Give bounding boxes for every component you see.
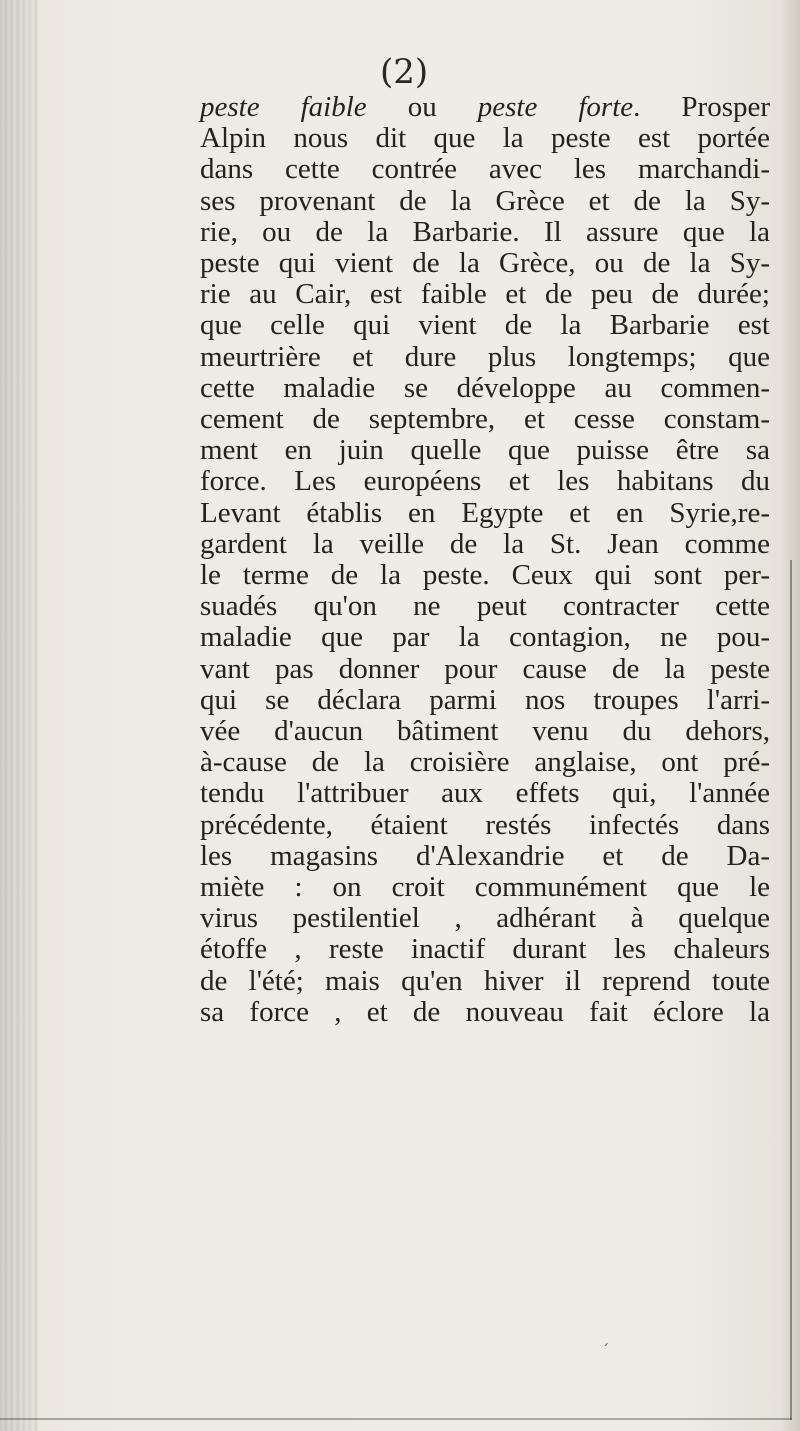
signature-mark: ´: [602, 1343, 609, 1359]
text-line-15: gardent la veille de la St. Jean comme: [200, 527, 770, 560]
text-line-19: vant pas donner pour cause de la peste: [200, 652, 770, 685]
text-line-11: cement de septembre, et cesse constam-: [200, 403, 770, 436]
text-line-29: de l'été; mais qu'en hiver il reprend toute: [200, 964, 770, 997]
text-line-1: peste faible ou peste forte. Prosper: [200, 91, 771, 123]
text-line-30: sa force , et de nouveau fait éclore la: [200, 995, 770, 1028]
text-line-21: vée d'aucun bâtiment venu du dehors,: [200, 715, 770, 748]
page-number: (2): [380, 52, 429, 92]
text-line-14: Levant établis en Egypte et en Syrie,re-: [200, 496, 770, 529]
text-line-2: Alpin nous dit que la peste est portée: [200, 122, 770, 155]
body-text: [200, 92, 770, 1028]
text-line-8: que celle qui vient de la Barbarie est: [200, 309, 770, 342]
text-line-7: rie au Cair, est faible et de peu de durée;: [200, 278, 770, 311]
binding-gutter: [0, 0, 38, 1431]
text-line-18: maladie que par la contagion, ne pou-: [200, 621, 770, 654]
italic-term-peste-forte: peste forte: [477, 91, 634, 123]
text-line-17: suadés qu'on ne peut contracter cette: [200, 590, 770, 623]
text-line-23: tendu l'attribuer aux effets qui, l'année: [200, 777, 770, 810]
page-edge-line: [790, 560, 792, 1420]
text-line-25: les magasins d'Alexandrie et de Da-: [200, 839, 770, 872]
text-line-13: force. Les européens et les habitans du: [200, 465, 770, 498]
text-line-4: ses provenant de la Grèce et de la Sy-: [200, 184, 770, 217]
text-line-10: cette maladie se développe au commen-: [200, 371, 770, 404]
text-line-9: meurtrière et dure plus longtemps; que: [200, 340, 770, 373]
text-line-3: dans cette contrée avec les marchandi-: [200, 153, 770, 186]
text-line-24: précédente, étaient restés infectés dans: [200, 808, 770, 841]
text-line-22: à-cause de la croisière anglaise, ont pré-: [200, 746, 770, 779]
text-line-27: virus pestilentiel , adhérant à quelque: [200, 902, 770, 935]
text-line-26: miète : on croit communément que le: [200, 871, 770, 904]
text-line-28: étoffe , reste inactif durant les chaleurs: [200, 933, 770, 966]
text-line-20: qui se déclara parmi nos troupes l'arri-: [200, 683, 770, 716]
text-line-5: rie, ou de la Barbarie. Il assure que la: [200, 215, 770, 248]
page-bottom-edge: [0, 1418, 792, 1420]
text-line-6: peste qui vient de la Grèce, ou de la Sy-: [200, 247, 770, 280]
text-line-12: ment en juin quelle que puisse être sa: [200, 434, 770, 467]
italic-term-peste-faible: peste faible: [200, 91, 367, 123]
text-line-16: le terme de la peste. Ceux qui sont per-: [200, 559, 770, 592]
